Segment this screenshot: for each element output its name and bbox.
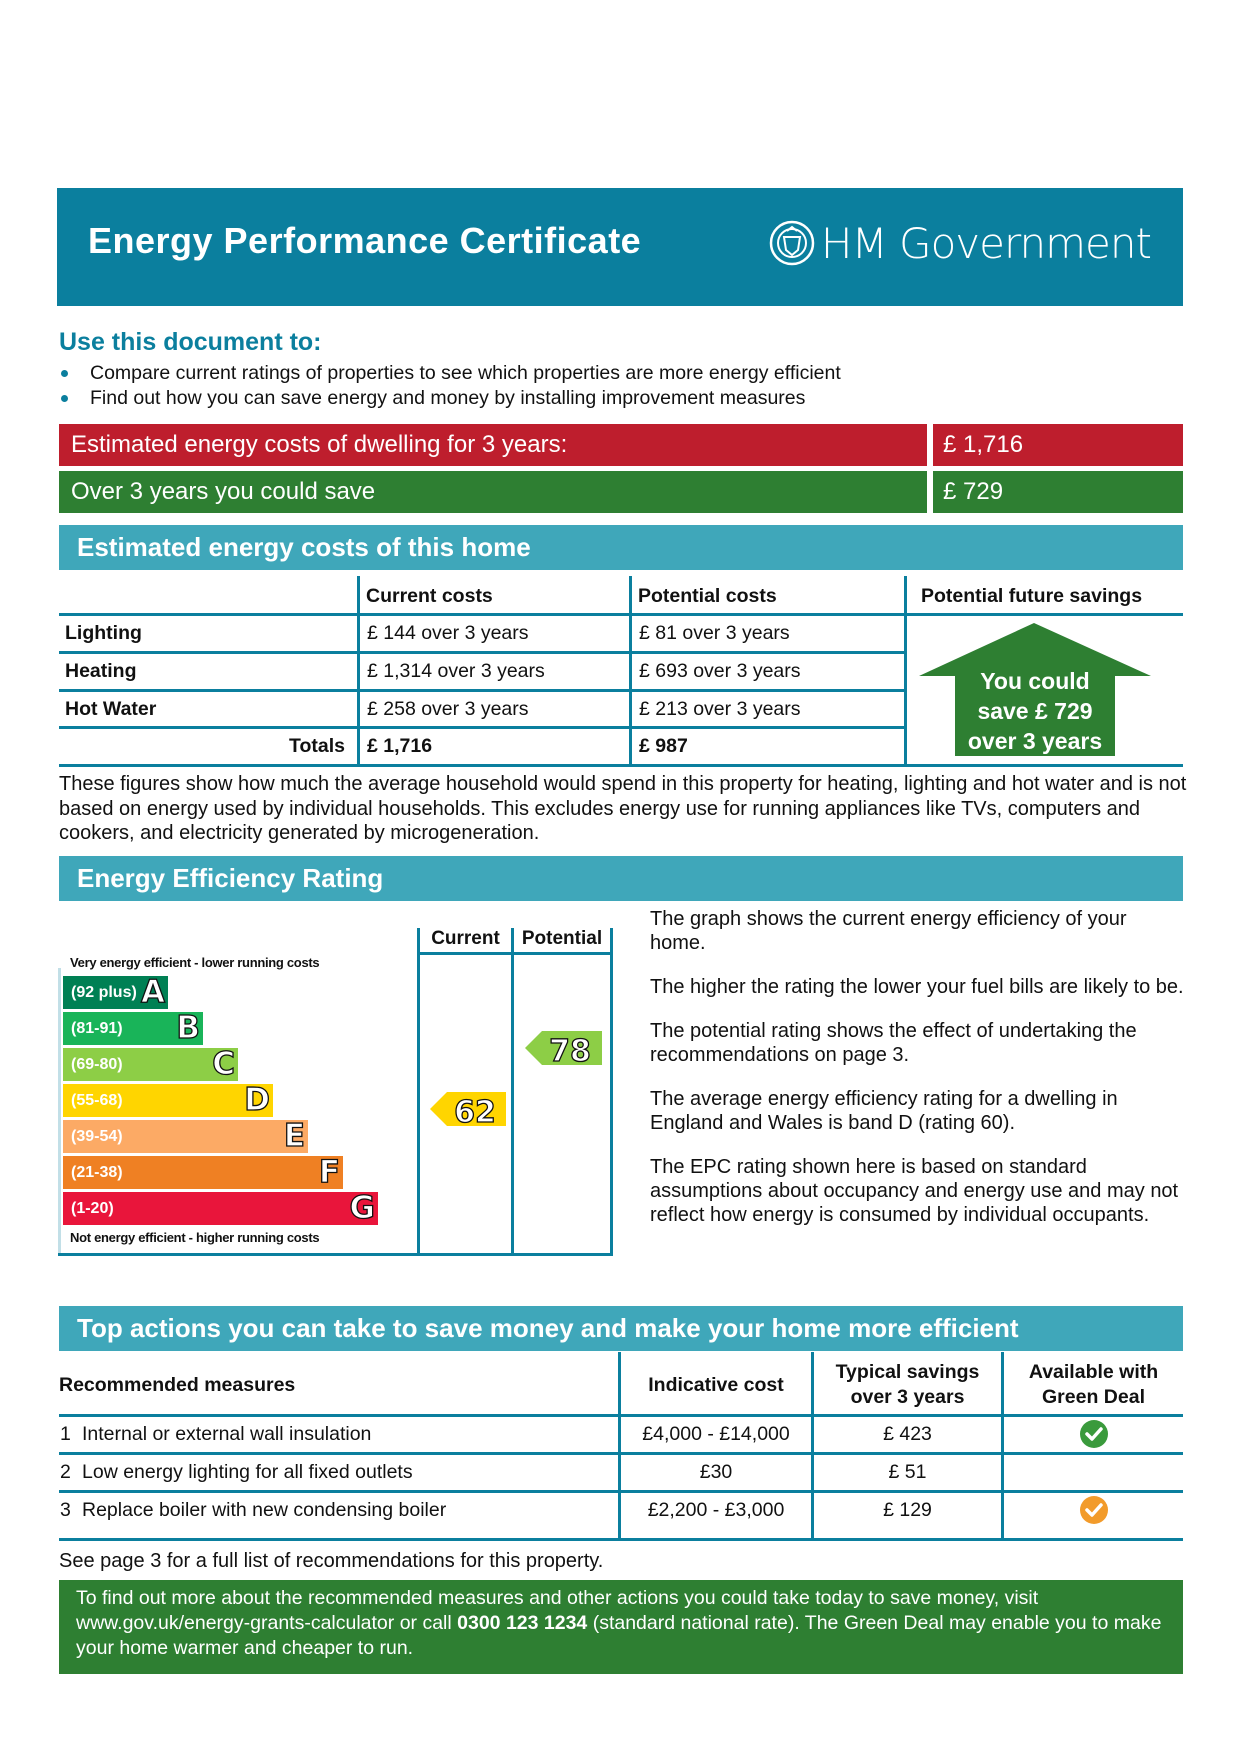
royal-crest-icon [769,220,815,266]
savings-bar [59,471,1183,513]
use-document-heading: Use this document to: [59,328,322,356]
savings-header-line: over 3 years [850,1386,965,1408]
heating-current: £ 1,314 over 3 years [367,660,545,682]
hm-government-wordmark: HM Government [820,218,1151,268]
lighting-potential: £ 81 over 3 years [639,622,790,644]
arrow-line: over 3 years [967,728,1103,754]
divider [59,689,907,692]
potential-column-header: Potential [521,928,603,949]
band-range: (92 plus) [71,984,137,1001]
divider [59,651,907,654]
green-deal-header-line: Available with [1028,1361,1159,1383]
hot-water-current: £ 258 over 3 years [367,698,529,720]
row-label-heating: Heating [65,660,137,682]
estimated-cost-value: £ 1,716 [933,424,1183,466]
divider [629,576,632,764]
rating-markers [58,928,624,1258]
row-label-hot-water: Hot Water [65,698,157,720]
action-cost: £4,000 - £14,000 [642,1423,790,1445]
savings-header-line: Typical savings [835,1361,980,1383]
rating-paragraph: The graph shows the current energy efficiency of your home. [650,908,1127,954]
current-column-header: Current [431,928,500,949]
band-letter: G [349,1190,375,1226]
totals-potential: £ 987 [639,735,688,757]
rating-description [650,907,1185,1247]
use-bullet-text: Find out how you can save energy and money by installing improvement measures [90,387,806,409]
savings-header [814,1360,1001,1410]
see-page-note: See page 3 for a full list of recommendations for this property. [59,1550,604,1572]
footer-text: To find out more about the recommended measures and other actions you could take today to save money, visit www.gov.uk/energy-grants-calculator or call [76,1587,1039,1634]
bullet-icon [61,395,68,402]
bullet-icon [61,370,68,377]
band-range: (1-20) [71,1200,114,1217]
estimated-cost-bar [59,424,1183,466]
footer-phone: 0300 123 1234 [457,1612,588,1634]
heating-potential: £ 693 over 3 years [639,660,801,682]
use-bullet [59,362,841,385]
potential-rating-value: 78 [549,1034,591,1069]
band-letter: D [244,1082,270,1118]
divider [59,613,1183,616]
savings-label: Over 3 years you could save [59,471,927,513]
rating-paragraph: The potential rating shows the effect of undertaking the recommendations on page 3. [650,1020,1137,1066]
costs-section-heading: Estimated energy costs of this home [59,525,1183,570]
current-rating-value: 62 [454,1095,496,1130]
costs-explanation: These figures show how much the average household would spend in this property for heating, lighting and hot water and is not based on energy used by individual households. This excludes energy use for running appliances like TVs, computers and cookers, and electricity generated by microgeneration. [59,773,1187,844]
green-deal-header [1004,1360,1183,1410]
band-letter: F [318,1154,340,1190]
inefficient-label: Not energy efficient - higher running costs [70,1230,320,1245]
rating-paragraph: The higher the rating the lower your fuel bills are likely to be. [650,976,1184,998]
totals-current: £ 1,716 [367,735,433,757]
orange-tick-icon [1079,1495,1109,1525]
band-letter: E [283,1118,305,1154]
band-letter: A [141,974,165,1010]
footer-text: (standard national rate). The Green Deal may enable you to make your home warmer and cheaper to run. [76,1612,1162,1659]
estimated-cost-label: Estimated energy costs of dwelling for 3 years: [59,424,927,466]
divider [59,1538,1183,1541]
action-number: 1 [60,1423,71,1445]
row-label-lighting: Lighting [65,622,142,644]
potential-costs-header: Potential costs [638,585,777,607]
action-measure: Internal or external wall insulation [82,1423,372,1445]
footer-info [59,1580,1183,1674]
future-savings-header: Potential future savings [921,585,1143,607]
action-measure: Low energy lighting for all fixed outlets [82,1461,413,1483]
rating-section-heading: Energy Efficiency Rating [59,856,1183,901]
action-measure: Replace boiler with new condensing boiler [82,1499,447,1521]
band-range: (81-91) [71,1020,123,1037]
lighting-current: £ 144 over 3 years [367,622,529,644]
measures-header: Recommended measures [59,1374,296,1396]
band-range: (21-38) [71,1164,123,1181]
certificate-header [57,188,1183,306]
hm-government-logo [769,218,1151,268]
divider [904,576,907,764]
arrow-line: You could [980,668,1090,694]
divider [59,764,1183,767]
green-deal-header-line: Green Deal [1042,1386,1145,1408]
divider [59,1452,1183,1455]
efficiency-rating-chart [58,928,624,1258]
divider [59,1414,1183,1417]
use-bullet [59,387,805,410]
band-range: (69-80) [71,1056,123,1073]
divider [357,576,360,764]
current-costs-header: Current costs [366,585,493,607]
efficient-label: Very energy efficient - lower running costs [70,955,320,970]
rating-paragraph: The average energy efficiency rating for a dwelling in England and Wales is band D (rating 60). [650,1088,1118,1134]
action-saving: £ 129 [883,1499,932,1521]
cost-header: Indicative cost [648,1374,784,1396]
actions-section-heading: Top actions you can take to save money and make your home more efficient [59,1306,1183,1351]
arrow-line: save £ 729 [977,698,1093,724]
action-cost: £2,200 - £3,000 [647,1499,785,1521]
hot-water-potential: £ 213 over 3 years [639,698,801,720]
band-range: (55-68) [71,1092,123,1109]
action-cost: £30 [699,1461,733,1483]
action-number: 3 [60,1499,71,1521]
page-title: Energy Performance Certificate [88,220,642,261]
rating-paragraph: The EPC rating shown here is based on standard assumptions about occupancy and energy use and may not reflect how energy is consumed by individual occupants. [650,1156,1179,1226]
divider [59,1490,1183,1493]
band-letter: C [212,1046,235,1082]
green-tick-icon [1079,1419,1109,1449]
totals-label: Totals [289,735,345,757]
savings-arrow-text [935,666,1135,756]
band-range: (39-54) [71,1128,123,1145]
action-number: 2 [60,1461,71,1483]
use-bullet-text: Compare current ratings of properties to see which properties are more energy efficient [90,362,841,384]
band-letter: B [176,1010,200,1046]
action-saving: £ 423 [883,1423,932,1445]
savings-value: £ 729 [933,471,1183,513]
divider [59,726,907,729]
action-saving: £ 51 [888,1461,927,1483]
